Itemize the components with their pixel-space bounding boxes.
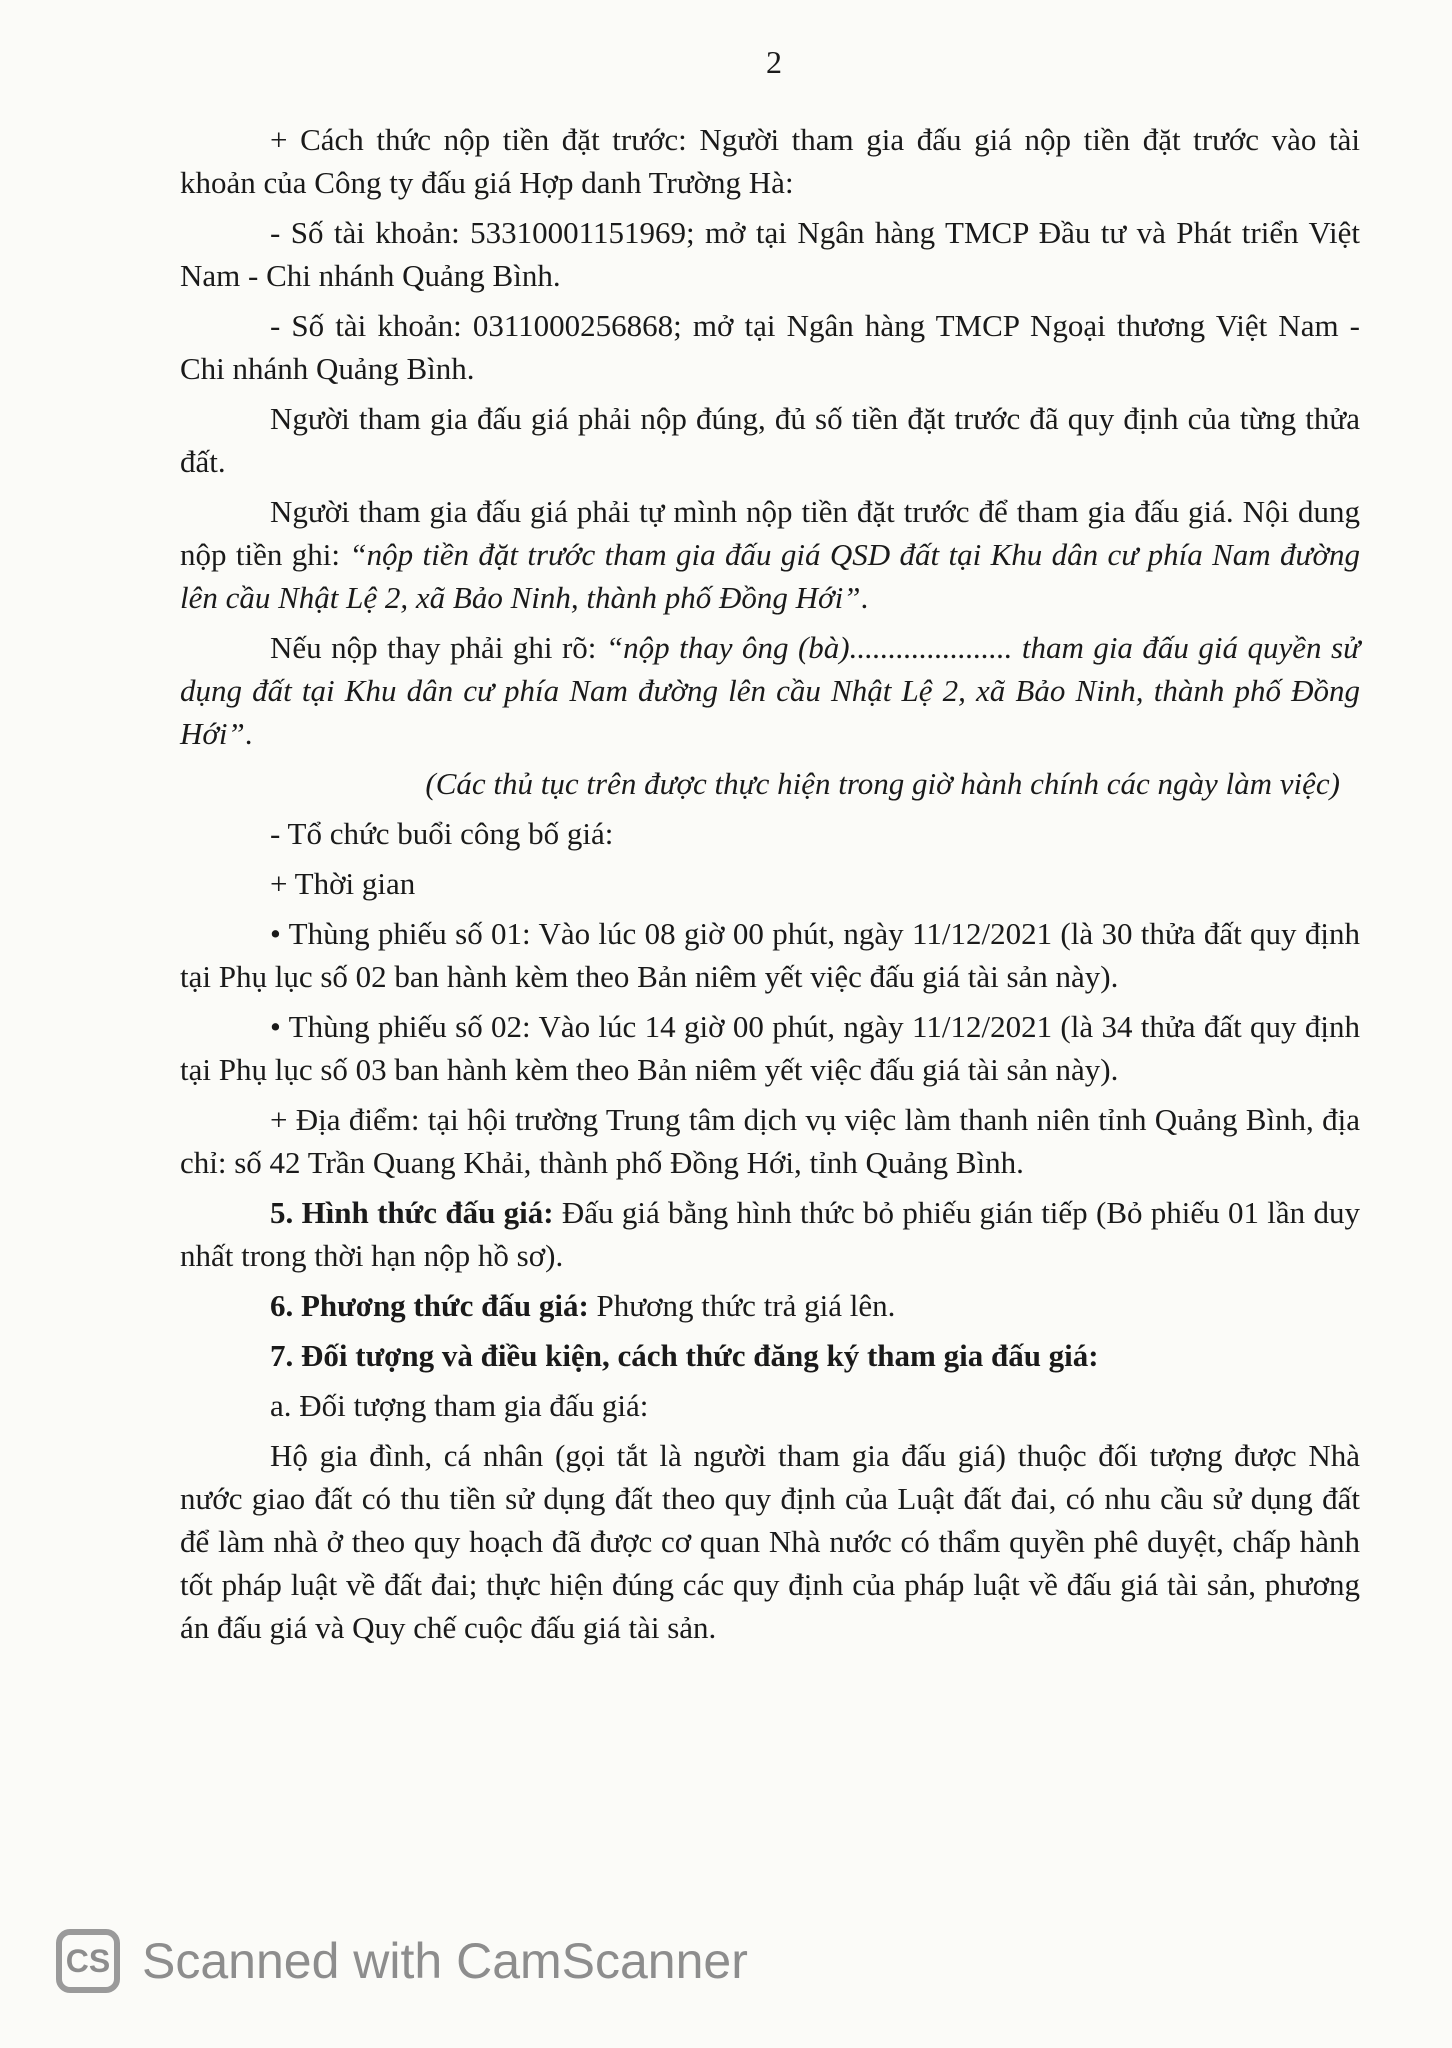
proxy-deposit-end: . — [244, 716, 253, 751]
paragraph-ballot-box-1: • Thùng phiếu số 01: Vào lúc 08 giờ 00 phút, ngày 11/12/2021 (là 30 thửa đất quy định tại Phụ lục số 02 ban hành kèm theo Bản niêm yết việc đấu giá tài sản này). — [180, 916, 1360, 994]
document-body — [180, 118, 1360, 1656]
paragraph-time: + Thời gian — [270, 866, 416, 901]
section-7-heading: 7. Đối tượng và điều kiện, cách thức đăng ký tham gia đấu giá: — [270, 1338, 1099, 1373]
paragraph-account-2: - Số tài khoản: 0311000256868; mở tại Ngân hàng TMCP Ngoại thương Việt Nam - Chi nhánh Quảng Bình. — [180, 308, 1360, 386]
page-number: 2 — [766, 44, 782, 80]
paragraph-price-announcement: - Tổ chức buổi công bố giá: — [270, 816, 614, 851]
paragraph-participants: Hộ gia đình, cá nhân (gọi tắt là người tham gia đấu giá) thuộc đối tượng được Nhà nước giao đất có thu tiền sử dụng đất theo quy định của Luật đất đai, có nhu cầu sử dụng đất để làm nhà ở theo quy hoạch đã được cơ quan Nhà nước có thẩm quyền phê duyệt, chấp hành tốt pháp luật về đất đai; thực hiện đúng các quy định của pháp luật về đấu giá tài sản, phương án đấu giá và Quy chế cuộc đấu giá tài sản. — [180, 1438, 1360, 1645]
auction-form-label: 5. Hình thức đấu giá: — [270, 1195, 554, 1230]
proxy-deposit-quote: “nộp thay ông (bà)..................... tham gia đấu giá quyền sử dụng đất tại Khu dân cư phía Nam đường lên cầu Nhật Lệ 2, xã Bảo Ninh, thành phố Đồng Hới” — [180, 630, 1360, 751]
deposit-content-quote: “nộp tiền đặt trước tham gia đấu giá QSD đất tại Khu dân cư phía Nam đường lên cầu Nhật Lệ 2, xã Bảo Ninh, thành phố Đồng Hới” — [180, 537, 1360, 615]
paragraph-deposit-method: + Cách thức nộp tiền đặt trước: Người tham gia đấu giá nộp tiền đặt trước vào tài khoản của Công ty đấu giá Hợp danh Trường Hà: — [180, 122, 1360, 200]
proxy-deposit-lead: Nếu nộp thay phải ghi rõ: — [270, 630, 606, 665]
camscanner-logo-icon: CS — [56, 1929, 120, 1993]
paragraph-participants-heading: a. Đối tượng tham gia đấu giá: — [270, 1388, 649, 1423]
paragraph-location: + Địa điểm: tại hội trường Trung tâm dịch vụ việc làm thanh niên tỉnh Quảng Bình, địa chỉ: số 42 Trần Quang Khải, thành phố Đồng Hới, tỉnh Quảng Bình. — [180, 1102, 1360, 1180]
procedure-note: (Các thủ tục trên được thực hiện trong giờ hành chính các ngày làm việc) — [425, 766, 1340, 801]
paragraph-proxy-deposit — [180, 626, 1360, 755]
auction-method-label: 6. Phương thức đấu giá: — [270, 1288, 589, 1323]
paragraph-deposit-content — [180, 490, 1360, 619]
paragraph-deposit-amount: Người tham gia đấu giá phải nộp đúng, đủ số tiền đặt trước đã quy định của từng thửa đất. — [180, 401, 1360, 479]
watermark-text: Scanned with CamScanner — [142, 1933, 748, 1989]
auction-form-text: Đấu giá bằng hình thức bỏ phiếu gián tiếp (Bỏ phiếu 01 lần duy nhất trong thời hạn nộp hồ sơ). — [180, 1195, 1360, 1273]
paragraph-account-1: - Số tài khoản: 53310001151969; mở tại Ngân hàng TMCP Đầu tư và Phát triển Việt Nam - Chi nhánh Quảng Bình. — [180, 215, 1360, 293]
paragraph-auction-form — [180, 1191, 1360, 1277]
paragraph-ballot-box-2: • Thùng phiếu số 02: Vào lúc 14 giờ 00 phút, ngày 11/12/2021 (là 34 thửa đất quy định tại Phụ lục số 03 ban hành kèm theo Bản niêm yết việc đấu giá tài sản này). — [180, 1009, 1360, 1087]
deposit-content-lead: Người tham gia đấu giá phải tự mình nộp tiền đặt trước để tham gia đấu giá. Nội dung nộp tiền ghi: — [180, 494, 1360, 572]
auction-method-text: Phương thức trả giá lên. — [588, 1288, 896, 1323]
camscanner-watermark — [56, 1925, 748, 1997]
paragraph-auction-method — [180, 1284, 1360, 1327]
deposit-content-end: . — [860, 580, 869, 615]
